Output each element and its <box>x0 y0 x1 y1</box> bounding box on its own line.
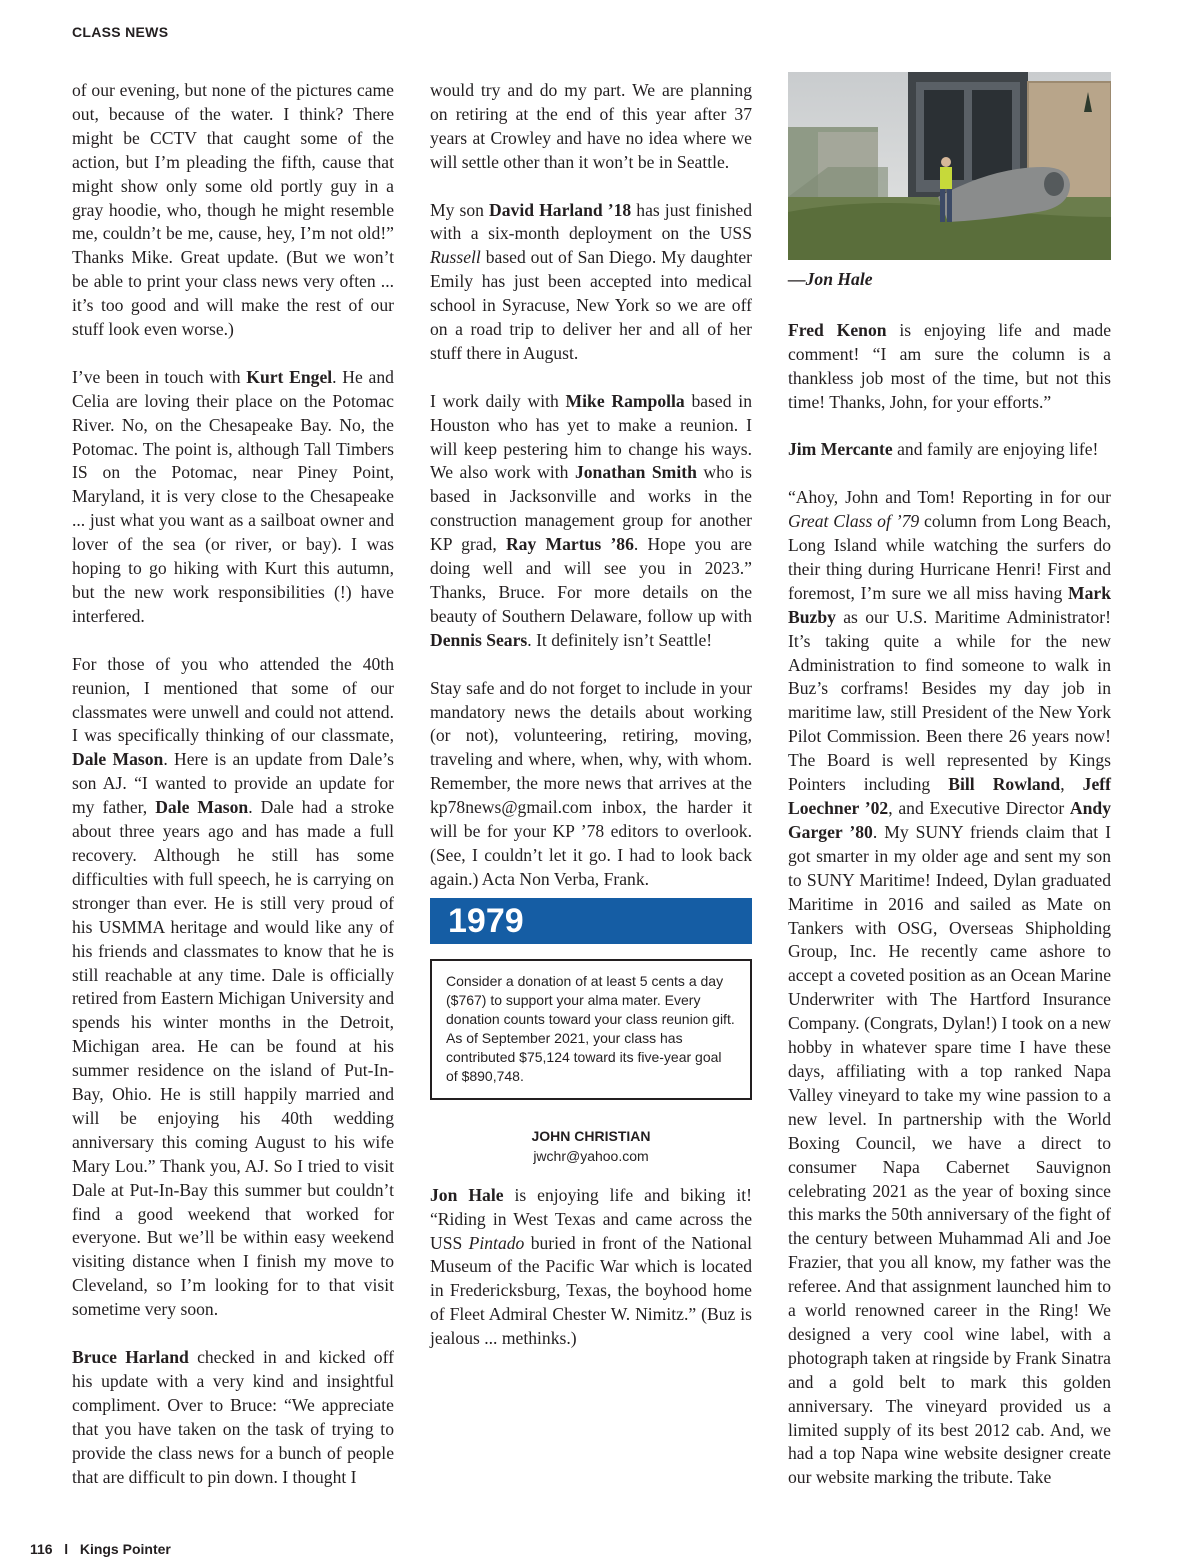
paragraph: Fred Kenon is enjoying life and made comment! “I am sure the column is a thankless job most of the time, but not this time! Thanks, John, for your efforts.” <box>788 319 1112 412</box>
class-year-heading: 1979 <box>430 898 752 944</box>
classmate-name: Jonathan Smith <box>574 462 697 483</box>
paragraph: For those of you who attended the 40th reunion, I mentioned that some of our classmates were unwell and could not attend. I was specifically thinking of our classmate, Dale Mason. Here is an update from Dale’s son AJ. “I wanted to provide an update for my father, Dale Mason. Dale had a stroke about three years ago and has made a full recovery. Although he still has some difficulties with full speech, he is carrying on stronger than ever. He is still very proud of his USMMA heritage and would like any of his friends and classmates to know that he is still reachable at any time. Dale is officially retired from Eastern Michigan University and spends his winter months in the Detroit, Michigan area. He can be found at his summer residence on the island of Put-In-Bay, Ohio. He is still happily married and will be enjoying his 40th wedding anniversary this coming August to his wife Mary Lou.” Thank you, AJ. So I tried to visit Dale at Put-In-Bay this summer but couldn’t find a good weekend that worked for everyone. But we’ll be within easy weekend visiting distance when I finish my move to Cleveland, so I’m looking for to that visit sometime very soon. <box>72 653 394 1320</box>
page-number: 116 <box>30 1541 53 1557</box>
classmate-name: Dale Mason <box>155 797 249 818</box>
classmate-name: Bruce Harland <box>72 1346 189 1367</box>
publication-name: Kings Pointer <box>79 1541 171 1557</box>
classmate-name: Dennis Sears <box>430 629 528 650</box>
paragraph: of our evening, but none of the pictures came out, because of the water. I think? There might be CCTV that caught some of the action, but I’m pleading the fifth, cause that might show only some old portly guy in a gray hoodie, who, though he might resemble me, couldn’t be me, cause, hey, I’m not old!” Thanks Mike. Great update. (But we won’t be able to print your class news very often ... it’s too good and will make the rest of our stuff look even worse.) <box>72 80 394 340</box>
paragraph: Bruce Harland checked in and kicked off his update with a very kind and insightful compliment. Over to Bruce: “We appreciate that you have taken on the task of trying to provide the class news for a bunch of people that are difficult to pin down. I thought I <box>72 1346 394 1487</box>
classmate-name: Andy Garger ’80 <box>788 798 1111 842</box>
paragraph: I’ve been in touch with Kurt Engel. He and Celia are loving their place on the Potomac River. No, on the Chesapeake Bay. No, the Potomac. The point is, although Tall Timbers IS on the Potomac, near Piney Point, Maryland, it is very close to the Chesapeake ... just what you want as a sailboat owner and lover of the sea (or river, or bay). I was hoping to go hiking with Kurt this autumn, but the new work responsibilities (!) have interfered. <box>72 366 394 626</box>
donation-box: Consider a donation of at least 5 cents a day ($767) to support your alma mater. Every donation counts toward your class reunion gift. As of September 2021, your class has contributed $75,124 toward its five-year goal of $890,748. <box>430 959 752 1100</box>
classmate-name: Mark Buzby <box>788 582 1111 627</box>
ship-name: Russell <box>430 247 481 268</box>
column-3 <box>788 72 1111 1514</box>
classmate-name: Mike Rampolla <box>565 390 685 411</box>
paragraph: My son David Harland ’18 has just finished with a six-month deployment on the USS Russell based out of San Diego. My daughter Emily has just been accepted into medical school in Syracuse, New York so we are off on a road trip to deliver her and all of her stuff there in August. <box>430 199 752 363</box>
page-footer <box>30 1541 171 1557</box>
paragraph: “Ahoy, John and Tom! Reporting in for our Great Class of ’79 column from Long Beach, Long Island while watching the surfers do their thing during Hurricane Henri! First and foremost, I’m sure we all miss having Mark Buzby as our U.S. Maritime Administrator! It’s taking quite a while for the new Administration to find someone to walk in Buz’s corframs! Besides my day job in maritime law, still President of the New York Pilot Commission. Been there 26 years now! The Board is well represented by Kings Pointers including Bill Rowland, Jeff Loechner ’02, and Executive Director Andy Garger ’80. My SUNY friends claim that I got smarter in my older age and sent my son to SUNY Maritime! Indeed, Dylan graduated Maritime in 2016 and sailed as Mate on Tankers with OSG, Overseas Shipholding Group, Inc. He recently came ashore to accept a coveted position as an Ocean Marine Underwriter with The Hartford Insurance Company. (Congrats, Dylan!) I took on a new hobby in whatever spare time I have these days, affiliating with a top ranked Napa Valley vineyard to take my wine passion to a new level. In partnership with the World Boxing Council, we have a direct to consumer Napa Cabernet Sauvignon celebrating 2021 as the year of boxing since this marks the 50th anniversary of the fight of the century between Muhammad Ali and Joe Frazier, that you all know, my father was the referee. And that assignment launched him to a world renowned career in the Ring! We designed a very cool wine label, with a photograph taken at ringside by Frank Sinatra and a gold belt to mark this golden anniversary. The vineyard provided us a limited supply of its best 2012 cab. And, we had a top Napa wine website designer create our website marking the tribute. Take <box>788 487 1112 1488</box>
classmate-name: Jim Mercante <box>788 439 893 460</box>
classmate-name: Kurt Engel <box>246 366 333 387</box>
column-1 <box>72 79 394 1513</box>
classmate-name: Jeff Loechner ’02 <box>788 774 1111 818</box>
class-correspondent <box>430 1126 752 1166</box>
classmate-name: David Harland ’18 <box>489 199 632 220</box>
classmate-name: Jon Hale <box>430 1184 504 1205</box>
classmate-name: Fred Kenon <box>788 319 887 340</box>
section-header: CLASS NEWS <box>72 24 169 40</box>
photo-caption: —Jon Hale <box>788 269 873 289</box>
classmate-name: Bill Rowland <box>948 774 1061 795</box>
paragraph: Jon Hale is enjoying life and biking it! “Riding in West Texas and came across the USS Pintado buried in front of the National Museum of the Pacific War which is located in Fredericksburg, Texas, the boyhood home of Fleet Admiral Chester W. Nimitz.” (Buz is jealous ... methinks.) <box>430 1184 752 1349</box>
submarine-museum-photo <box>788 72 1111 260</box>
ship-name: Pintado <box>468 1232 525 1253</box>
paragraph: I work daily with Mike Rampolla based in Houston who has yet to make a reunion. I will keep pestering him to change his ways. We also work with Jonathan Smith who is based in Jacksonville and works in the construction management group for another KP grad, Ray Martus ’86. Hope you are doing well and will see you in 2023.” Thanks, Bruce. For more details on the beauty of Southern Delaware, follow up with Dennis Sears. It definitely isn’t Seattle! <box>430 390 752 650</box>
paragraph: would try and do my part. We are planning on retiring at the end of this year after 37 years at Crowley and have no idea where we will settle other than it won’t be in Seattle. <box>430 80 752 172</box>
column-2 <box>430 79 752 1375</box>
photo <box>788 72 1111 260</box>
column-title: Great Class of ’79 <box>788 511 920 532</box>
paragraph: Jim Mercante and family are enjoying life! <box>788 439 1099 460</box>
correspondent-name: JOHN CHRISTIAN <box>531 1127 651 1144</box>
classmate-name: Ray Martus ’86 <box>505 534 634 555</box>
footer-separator: l <box>64 1541 69 1557</box>
correspondent-email: jwchr@yahoo.com <box>533 1147 649 1164</box>
paragraph: Stay safe and do not forget to include in your mandatory news the details about working (or not), volunteering, retiring, moving, traveling and where, when, why, with whom. Remember, the more news that arrives at the kp78news@gmail.com inbox, the harder it will be for your KP ’78 editors to overlook. (See, I couldn’t let it go. I had to look back again.) Acta Non Verba, Frank. <box>430 677 752 889</box>
classmate-name: Dale Mason <box>72 749 164 770</box>
